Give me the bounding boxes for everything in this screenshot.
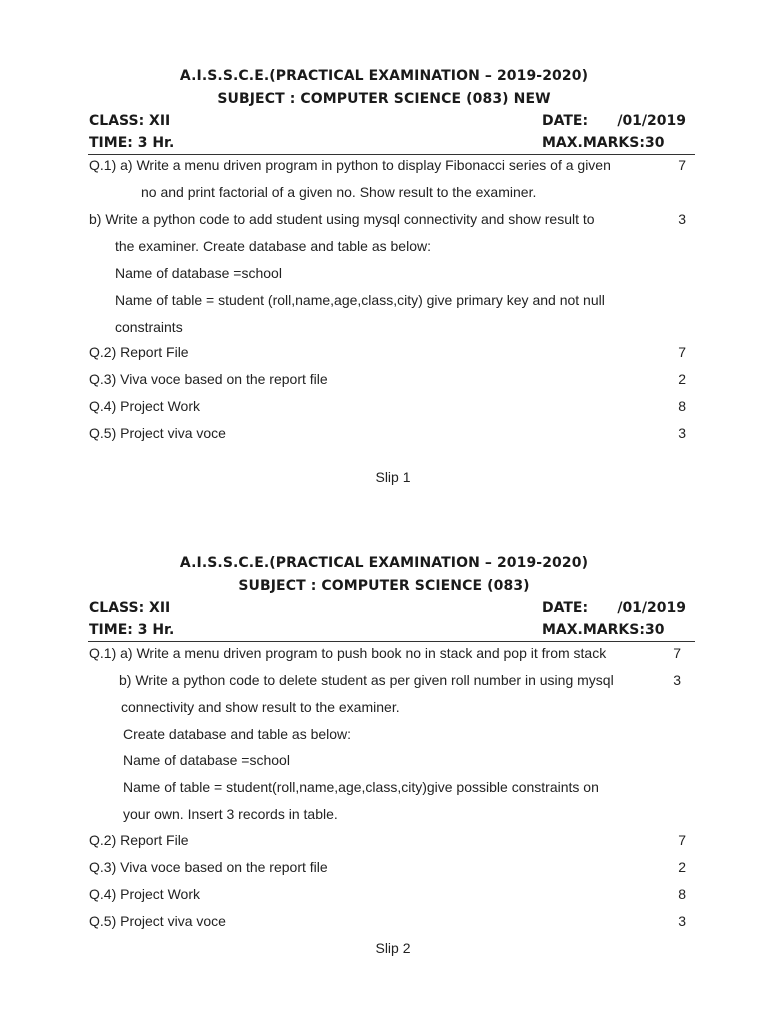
question-line: Q.5) Project viva voce (89, 425, 226, 441)
marks-value: 7 (678, 832, 686, 848)
question-line: Q.4) Project Work (89, 398, 200, 414)
subject-heading: SUBJECT : COMPUTER SCIENCE (083) NEW (217, 91, 551, 107)
question-line: constraints (115, 319, 183, 335)
exam-title: A.I.S.S.C.E.(PRACTICAL EXAMINATION – 2019-2020) (179, 555, 589, 571)
marks-value: 8 (678, 886, 686, 902)
question-line: b) Write a python code to add student using mysql connectivity and show result to (89, 211, 595, 227)
marks-value: 3 (673, 672, 681, 688)
class-label: CLASS: XII (89, 113, 171, 129)
question-line: the examiner. Create database and table as below: (115, 238, 431, 254)
question-line: your own. Insert 3 records in table. (123, 806, 338, 822)
question-line: Q.3) Viva voce based on the report file (89, 859, 328, 875)
max-marks-label: MAX.MARKS:30 (542, 135, 665, 151)
question-line: Q.1) a) Write a menu driven program to push book no in stack and pop it from stack (89, 645, 607, 661)
exam-title: A.I.S.S.C.E.(PRACTICAL EXAMINATION – 2019-2020) (179, 68, 589, 84)
marks-value: 7 (678, 157, 686, 173)
marks-value: 7 (678, 344, 686, 360)
question-line: Name of database =school (115, 265, 282, 281)
question-line: Q.4) Project Work (89, 886, 200, 902)
subject-heading: SUBJECT : COMPUTER SCIENCE (083) (238, 578, 530, 594)
slip-label: Slip 1 (375, 469, 411, 485)
question-line: Q.3) Viva voce based on the report file (89, 371, 328, 387)
question-line: Name of database =school (123, 752, 290, 768)
question-line: Q.1) a) Write a menu driven program in python to display Fibonacci series of a given (89, 157, 611, 173)
question-line: connectivity and show result to the examiner. (121, 699, 400, 715)
question-line: Create database and table as below: (123, 726, 352, 742)
question-line: Q.2) Report File (89, 344, 189, 360)
question-line: Q.5) Project viva voce (89, 913, 226, 929)
question-line: no and print factorial of a given no. Show result to the examiner. (141, 184, 537, 200)
max-marks-label: MAX.MARKS:30 (542, 622, 665, 638)
marks-value: 3 (678, 913, 686, 929)
question-line: Q.2) Report File (89, 832, 189, 848)
question-line: Name of table = student (roll,name,age,class,city) give primary key and not null (115, 292, 605, 308)
marks-value: 3 (678, 425, 686, 441)
header-divider (88, 154, 695, 155)
question-line: Name of table = student(roll,name,age,class,city)give possible constraints on (123, 779, 599, 795)
question-line: b) Write a python code to delete student as per given roll number in using mysql (119, 672, 614, 688)
marks-value: 3 (678, 211, 686, 227)
time-label: TIME: 3 Hr. (89, 622, 175, 638)
slip-label: Slip 2 (375, 940, 411, 956)
marks-value: 2 (678, 859, 686, 875)
header-divider (88, 641, 695, 642)
class-label: CLASS: XII (89, 600, 171, 616)
marks-value: 8 (678, 398, 686, 414)
time-label: TIME: 3 Hr. (89, 135, 175, 151)
date-label: DATE: /01/2019 (542, 113, 686, 129)
marks-value: 7 (673, 645, 681, 661)
date-label: DATE: /01/2019 (542, 600, 686, 616)
marks-value: 2 (678, 371, 686, 387)
